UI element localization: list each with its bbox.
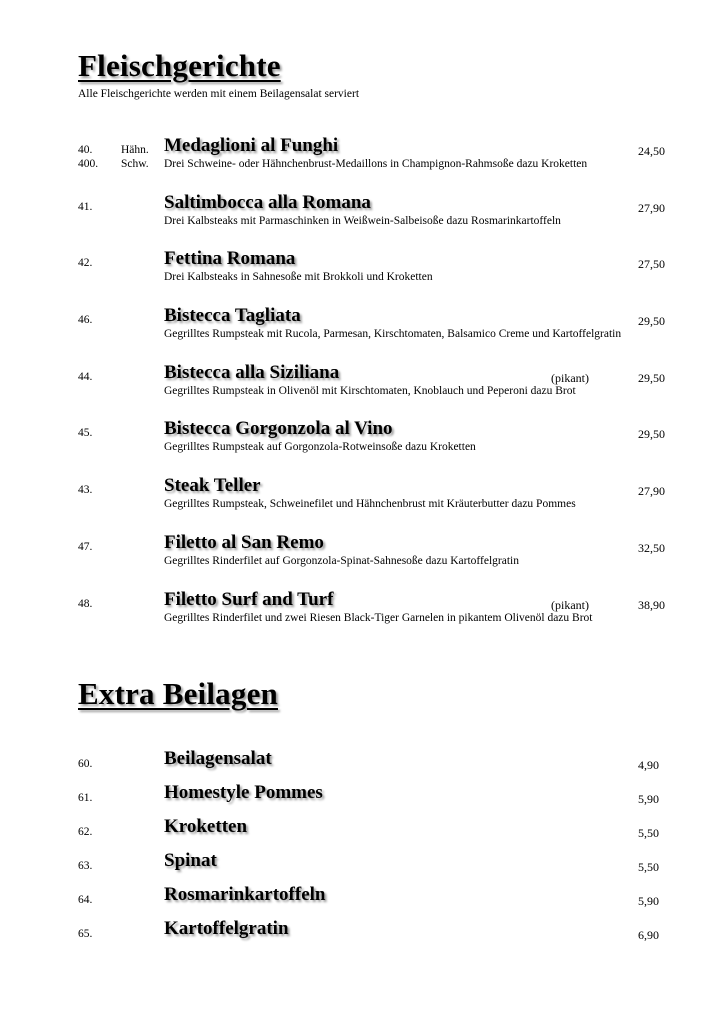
item-number: 63. [78,860,93,872]
item-name: Homestyle Pommes [164,782,323,803]
item-name: Filetto Surf and Turf [164,589,334,610]
item-number: 45. [78,427,93,439]
item-price: 5,50 [638,860,659,874]
item-name: Rosmarinkartoffeln [164,884,326,905]
item-number: 43. [78,484,93,496]
item-price: 5,50 [638,826,659,840]
item-description: Gegrilltes Rumpsteak mit Rucola, Parmesan, Kirschtomaten, Balsamico Creme und Kartoffelgratin [164,328,622,340]
item-description: Gegrilltes Rinderfilet auf Gorgonzola-Spinat-Sahnesoße dazu Kartoffelgratin [164,555,520,567]
item-price: 38,90 [638,598,665,612]
menu-item [0,418,724,458]
item-description: Drei Kalbsteaks mit Parmaschinken in Weißwein-Salbeisoße dazu Rosmarinkartoffeln [164,215,561,227]
item-number: 64. [78,894,93,906]
item-variant-label-secondary: Schw. [121,158,149,170]
item-description: Gegrilltes Rinderfilet und zwei Riesen Black-Tiger Garnelen in pikantem Olivenöl dazu Brot [164,612,593,624]
section-title-extra-beilagen: Extra Beilagen [78,676,278,711]
item-price: 29,50 [638,314,665,328]
item-number: 65. [78,928,93,940]
item-name: Bistecca Tagliata [164,305,301,326]
section-title-fleischgerichte: Fleischgerichte [78,48,281,83]
item-name: Saltimbocca alla Romana [164,192,371,213]
item-number: 48. [78,598,93,610]
item-price: 29,50 [638,427,665,441]
item-number: 40. [78,144,93,156]
menu-item [0,475,724,515]
item-name: Steak Teller [164,475,261,496]
item-description: Drei Schweine- oder Hähnchenbrust-Medaillons in Champignon-Rahmsoße dazu Kroketten [164,158,588,170]
item-price: 4,90 [638,758,659,772]
item-price: 32,50 [638,541,665,555]
item-number: 46. [78,314,93,326]
item-price: 27,50 [638,257,665,271]
item-price: 29,50 [638,371,665,385]
menu-item [0,305,724,345]
item-number: 60. [78,758,93,770]
side-item [0,918,724,958]
item-price: 27,90 [638,484,665,498]
item-name: Kartoffelgratin [164,918,289,939]
item-number: 42. [78,257,93,269]
item-description: Drei Kalbsteaks in Sahnesoße mit Brokkoli und Kroketten [164,271,433,283]
item-description: Gegrilltes Rumpsteak, Schweinefilet und Hähnchenbrust mit Kräuterbutter dazu Pommes [164,498,576,510]
item-number: 47. [78,541,93,553]
item-price: 5,90 [638,894,659,908]
menu-item [0,248,724,288]
menu-item [0,192,724,232]
item-name: Fettina Romana [164,248,296,269]
item-variant-label: Hähn. [121,144,149,156]
item-name: Filetto al San Remo [164,532,324,553]
menu-item [0,532,724,572]
item-price: 6,90 [638,928,659,942]
item-number: 61. [78,792,93,804]
item-number: 62. [78,826,93,838]
item-name: Bistecca alla Siziliana [164,362,340,383]
item-description: Gegrilltes Rumpsteak auf Gorgonzola-Rotweinsoße dazu Kroketten [164,441,476,453]
spicy-note: (pikant) [551,371,589,385]
menu-item [0,362,724,402]
spicy-note: (pikant) [551,598,589,612]
item-number-secondary: 400. [78,158,99,170]
menu-item [0,135,724,175]
item-name: Bistecca Gorgonzola al Vino [164,418,393,439]
section-subtitle: Alle Fleischgerichte werden mit einem Beilagensalat serviert [78,88,360,100]
item-name: Medaglioni al Funghi [164,135,339,156]
item-number: 41. [78,201,93,213]
item-price: 5,90 [638,792,659,806]
item-name: Spinat [164,850,217,871]
item-name: Kroketten [164,816,248,837]
item-price: 24,50 [638,144,665,158]
item-name: Beilagensalat [164,748,272,769]
item-number: 44. [78,371,93,383]
menu-item [0,589,724,629]
item-description: Gegrilltes Rumpsteak in Olivenöl mit Kirschtomaten, Knoblauch und Peperoni dazu Brot [164,385,576,397]
item-price: 27,90 [638,201,665,215]
